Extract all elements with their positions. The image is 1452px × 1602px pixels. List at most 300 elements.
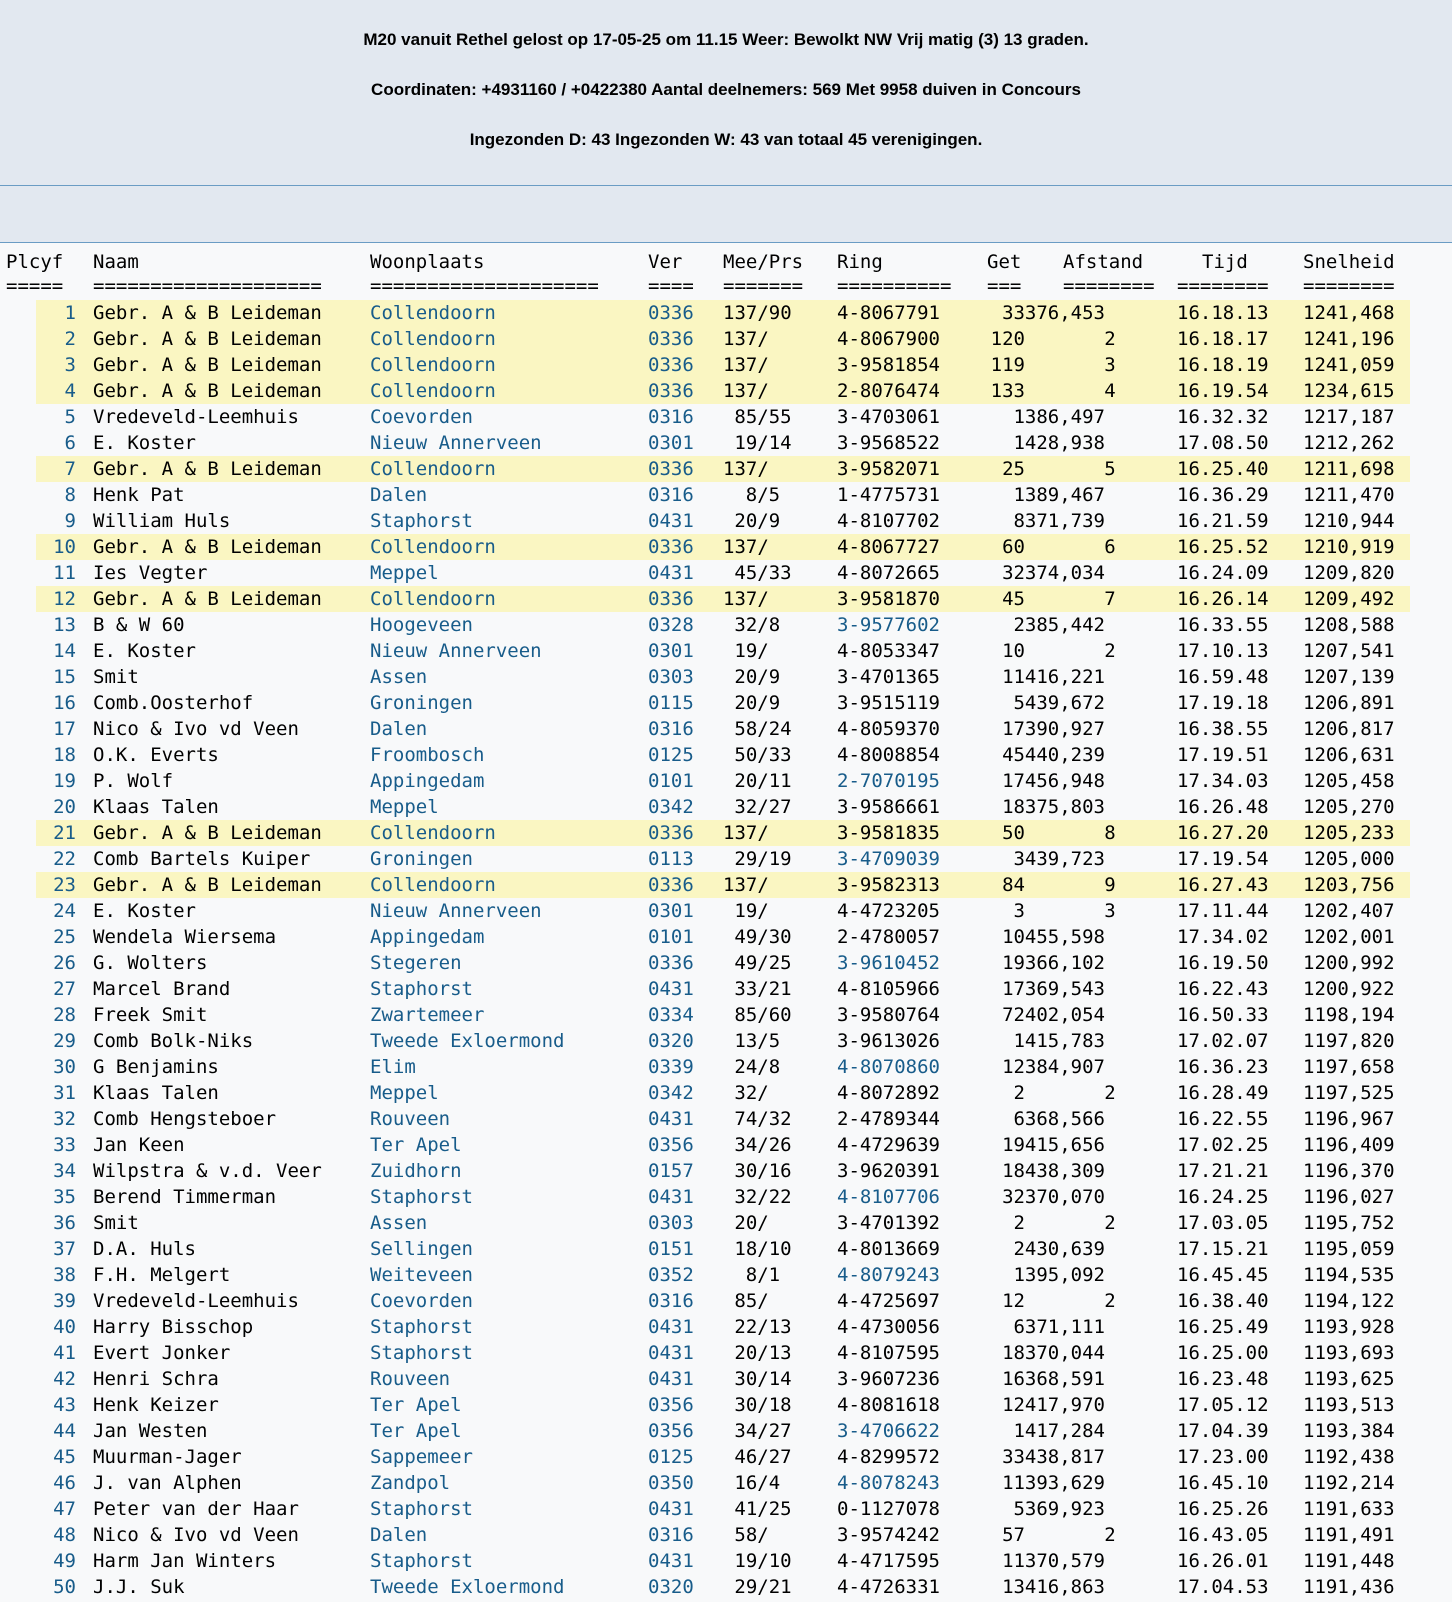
cell-ver[interactable]: 0303 bbox=[648, 1212, 694, 1234]
cell-get: 72 bbox=[1002, 1004, 1025, 1026]
cell-plcyf: 36 bbox=[53, 1212, 76, 1234]
cell-plcyf: 15 bbox=[53, 666, 76, 688]
cell-get: 57 bbox=[1002, 1524, 1025, 1546]
cell-ver[interactable]: 0431 bbox=[648, 1498, 694, 1520]
cell-ver[interactable]: 0431 bbox=[648, 978, 694, 1000]
cell-woonplaats[interactable]: Collendoorn bbox=[370, 874, 496, 896]
cell-mee-prs: 8/5 bbox=[745, 484, 781, 506]
cell-ring: 4-8107702 bbox=[837, 510, 940, 532]
cell-woonplaats[interactable]: Hoogeveen bbox=[370, 614, 473, 636]
cell-get: 17 bbox=[1002, 978, 1025, 1000]
cell-woonplaats[interactable]: Collendoorn bbox=[370, 380, 496, 402]
table-row bbox=[0, 352, 1452, 378]
cell-woonplaats[interactable]: Ter Apel bbox=[370, 1134, 462, 1156]
cell-ver[interactable]: 0336 bbox=[648, 354, 694, 376]
table-row bbox=[0, 612, 1452, 638]
cell-tijd: 17.02.07 bbox=[1177, 1030, 1269, 1052]
cell-afstand: 4 bbox=[1104, 380, 1116, 402]
cell-naam: Comb Bartels Kuiper bbox=[93, 848, 311, 870]
cell-woonplaats[interactable]: Elim bbox=[370, 1056, 416, 1078]
cell-ring[interactable]: 3-4709039 bbox=[837, 848, 940, 870]
cell-ver[interactable]: 0320 bbox=[648, 1576, 694, 1598]
cell-snelheid: 1211,470 bbox=[1303, 484, 1395, 506]
cell-plcyf: 21 bbox=[53, 822, 76, 844]
cell-plcyf: 49 bbox=[53, 1550, 76, 1572]
cell-ring: 4-8072665 bbox=[837, 562, 940, 584]
cell-plcyf: 5 bbox=[64, 406, 76, 428]
cell-snelheid: 1205,458 bbox=[1303, 770, 1395, 792]
cell-ver[interactable]: 0328 bbox=[648, 614, 694, 636]
cell-ver[interactable]: 0356 bbox=[648, 1420, 694, 1442]
cell-ver[interactable]: 0336 bbox=[648, 536, 694, 558]
cell-afstand: 3 bbox=[1104, 354, 1116, 376]
cell-ver[interactable]: 0336 bbox=[648, 952, 694, 974]
cell-naam: Gebr. A & B Leideman bbox=[93, 328, 322, 350]
cell-mee-prs: 50/33 bbox=[734, 744, 792, 766]
cell-get: 84 bbox=[1002, 874, 1025, 896]
cell-afstand: 3 bbox=[1104, 900, 1116, 922]
cell-snelheid: 1192,438 bbox=[1303, 1446, 1395, 1468]
cell-tijd: 16.45.45 bbox=[1177, 1264, 1269, 1286]
cell-woonplaats[interactable]: Nieuw Annerveen bbox=[370, 640, 542, 662]
cell-ring: 4-8299572 bbox=[837, 1446, 940, 1468]
cell-ring[interactable]: 3-9577602 bbox=[837, 614, 940, 636]
cell-plcyf: 33 bbox=[53, 1134, 76, 1156]
cell-ver[interactable]: 0431 bbox=[648, 1186, 694, 1208]
col-header-naam: Naam bbox=[93, 251, 139, 273]
table-row bbox=[0, 1470, 1452, 1496]
cell-ver[interactable]: 0316 bbox=[648, 1524, 694, 1546]
cell-woonplaats[interactable]: Zwartemeer bbox=[370, 1004, 485, 1026]
cell-ver[interactable]: 0301 bbox=[648, 900, 694, 922]
cell-snelheid: 1241,059 bbox=[1303, 354, 1395, 376]
cell-tijd: 16.38.55 bbox=[1177, 718, 1269, 740]
cell-ring: 4-4725697 bbox=[837, 1290, 940, 1312]
cell-ver[interactable]: 0431 bbox=[648, 562, 694, 584]
cell-woonplaats[interactable]: Dalen bbox=[370, 484, 428, 506]
cell-woonplaats[interactable]: Staphorst bbox=[370, 1186, 473, 1208]
cell-ver[interactable]: 0113 bbox=[648, 848, 694, 870]
cell-woonplaats[interactable]: Sellingen bbox=[370, 1238, 473, 1260]
cell-naam: Gebr. A & B Leideman bbox=[93, 354, 322, 376]
cell-woonplaats[interactable]: Coevorden bbox=[370, 406, 473, 428]
cell-snelheid: 1208,588 bbox=[1303, 614, 1395, 636]
cell-ver[interactable]: 0316 bbox=[648, 1290, 694, 1312]
cell-woonplaats[interactable]: Collendoorn bbox=[370, 302, 496, 324]
cell-woonplaats[interactable]: Staphorst bbox=[370, 1342, 473, 1364]
col-header-get: Get bbox=[987, 251, 1022, 273]
table-row bbox=[0, 690, 1452, 716]
col-header-ring: Ring bbox=[837, 251, 883, 273]
cell-mee-prs: 13/5 bbox=[734, 1030, 781, 1052]
cell-woonplaats[interactable]: Weiteveen bbox=[370, 1264, 473, 1286]
cell-ver[interactable]: 0431 bbox=[648, 1108, 694, 1130]
cell-snelheid: 1196,370 bbox=[1303, 1160, 1395, 1182]
cell-get: 6 bbox=[1013, 1108, 1025, 1130]
cell-ver[interactable]: 0431 bbox=[648, 1368, 694, 1390]
cell-ver[interactable]: 0431 bbox=[648, 1550, 694, 1572]
cell-ver[interactable]: 0356 bbox=[648, 1394, 694, 1416]
underline-woonplaats: ==================== bbox=[370, 275, 599, 297]
cell-woonplaats[interactable]: Sappemeer bbox=[370, 1446, 473, 1468]
cell-snelheid: 1197,658 bbox=[1303, 1056, 1395, 1078]
table-row bbox=[0, 1574, 1452, 1600]
cell-mee-prs: 137/ bbox=[723, 354, 769, 376]
cell-ring: 3-9582313 bbox=[837, 874, 940, 896]
cell-ver[interactable]: 0352 bbox=[648, 1264, 694, 1286]
table-row bbox=[0, 1106, 1452, 1132]
cell-tijd: 16.24.25 bbox=[1177, 1186, 1269, 1208]
cell-get: 2 bbox=[1013, 614, 1025, 636]
underline-ring: ========== bbox=[837, 275, 952, 297]
cell-snelheid: 1193,513 bbox=[1303, 1394, 1395, 1416]
cell-plcyf: 27 bbox=[53, 978, 76, 1000]
cell-ring[interactable]: 4-8107706 bbox=[837, 1186, 940, 1208]
table-row bbox=[0, 1054, 1452, 1080]
cell-naam: Gebr. A & B Leideman bbox=[93, 458, 322, 480]
cell-mee-prs: 19/ bbox=[734, 640, 769, 662]
cell-ver[interactable]: 0356 bbox=[648, 1134, 694, 1156]
cell-ring: 3-9515119 bbox=[837, 692, 940, 714]
table-row bbox=[0, 534, 1452, 560]
cell-woonplaats[interactable]: Tweede Exloermond bbox=[370, 1030, 565, 1052]
cell-mee-prs: 137/ bbox=[723, 536, 769, 558]
cell-ver[interactable]: 0336 bbox=[648, 458, 694, 480]
cell-plcyf: 37 bbox=[53, 1238, 76, 1260]
cell-naam: Smit bbox=[93, 1212, 139, 1234]
underline-plcyf: ===== bbox=[6, 275, 64, 297]
cell-woonplaats[interactable]: Meppel bbox=[370, 796, 439, 818]
cell-snelheid: 1207,541 bbox=[1303, 640, 1395, 662]
cell-naam: Smit bbox=[93, 666, 139, 688]
cell-woonplaats[interactable]: Collendoorn bbox=[370, 588, 496, 610]
cell-get: 45 bbox=[1002, 588, 1025, 610]
cell-naam: Comb Hengsteboer bbox=[93, 1108, 277, 1130]
cell-woonplaats[interactable]: Tweede Exloermond bbox=[370, 1576, 565, 1598]
cell-ring: 4-4717595 bbox=[837, 1550, 940, 1572]
cell-ring: 0-1127078 bbox=[837, 1498, 940, 1520]
cell-naam: Vredeveld-Leemhuis bbox=[93, 406, 299, 428]
cell-woonplaats[interactable]: Staphorst bbox=[370, 978, 473, 1000]
cell-afstand: 374,034 bbox=[1024, 562, 1105, 584]
cell-ver[interactable]: 0125 bbox=[648, 1446, 694, 1468]
cell-mee-prs: 137/ bbox=[723, 874, 769, 896]
cell-ver[interactable]: 0336 bbox=[648, 588, 694, 610]
cell-woonplaats[interactable]: Staphorst bbox=[370, 510, 473, 532]
cell-plcyf: 14 bbox=[53, 640, 76, 662]
table-row bbox=[0, 768, 1452, 794]
table-row bbox=[0, 326, 1452, 352]
cell-ver[interactable]: 0336 bbox=[648, 822, 694, 844]
cell-afstand: 439,672 bbox=[1024, 692, 1105, 714]
cell-naam: Klaas Talen bbox=[93, 1082, 219, 1104]
col-header-woonplaats: Woonplaats bbox=[370, 251, 485, 273]
cell-woonplaats[interactable]: Appingedam bbox=[370, 770, 485, 792]
cell-woonplaats[interactable]: Nieuw Annerveen bbox=[370, 432, 542, 454]
cell-mee-prs: 32/ bbox=[734, 1082, 769, 1104]
cell-naam: Jan Keen bbox=[93, 1134, 185, 1156]
cell-ring: 3-9581835 bbox=[837, 822, 940, 844]
cell-plcyf: 43 bbox=[53, 1394, 76, 1416]
cell-get: 5 bbox=[1013, 1498, 1025, 1520]
cell-snelheid: 1200,922 bbox=[1303, 978, 1395, 1000]
cell-ver[interactable]: 0157 bbox=[648, 1160, 694, 1182]
cell-snelheid: 1196,027 bbox=[1303, 1186, 1395, 1208]
cell-afstand: 438,817 bbox=[1024, 1446, 1105, 1468]
cell-ver[interactable]: 0336 bbox=[648, 380, 694, 402]
cell-woonplaats[interactable]: Nieuw Annerveen bbox=[370, 900, 542, 922]
cell-ring[interactable]: 4-8079243 bbox=[837, 1264, 940, 1286]
cell-ver[interactable]: 0101 bbox=[648, 770, 694, 792]
cell-ver[interactable]: 0342 bbox=[648, 796, 694, 818]
cell-woonplaats[interactable]: Collendoorn bbox=[370, 822, 496, 844]
cell-ver[interactable]: 0336 bbox=[648, 874, 694, 896]
cell-afstand: 368,566 bbox=[1024, 1108, 1105, 1130]
table-row bbox=[0, 482, 1452, 508]
cell-naam: Gebr. A & B Leideman bbox=[93, 536, 322, 558]
cell-woonplaats[interactable]: Groningen bbox=[370, 848, 473, 870]
table-row bbox=[0, 1392, 1452, 1418]
cell-mee-prs: 22/13 bbox=[734, 1316, 792, 1338]
cell-woonplaats[interactable]: Zandpol bbox=[370, 1472, 451, 1494]
cell-afstand: 438,309 bbox=[1024, 1160, 1105, 1182]
cell-woonplaats[interactable]: Assen bbox=[370, 666, 428, 688]
cell-get: 133 bbox=[990, 380, 1025, 402]
cell-ring[interactable]: 4-8070860 bbox=[837, 1056, 940, 1078]
cell-mee-prs: 49/30 bbox=[734, 926, 792, 948]
cell-get: 19 bbox=[1002, 952, 1025, 974]
cell-ring: 4-4730056 bbox=[837, 1316, 940, 1338]
table-row bbox=[0, 378, 1452, 404]
cell-mee-prs: 137/ bbox=[723, 328, 769, 350]
cell-ring: 4-8059370 bbox=[837, 718, 940, 740]
cell-ver[interactable]: 0336 bbox=[648, 328, 694, 350]
col-header-mee-prs: Mee/Prs bbox=[723, 251, 804, 273]
cell-ring[interactable]: 4-8078243 bbox=[837, 1472, 940, 1494]
cell-ver[interactable]: 0320 bbox=[648, 1030, 694, 1052]
cell-woonplaats[interactable]: Ter Apel bbox=[370, 1394, 462, 1416]
cell-ver[interactable]: 0431 bbox=[648, 510, 694, 532]
cell-get: 1 bbox=[1013, 406, 1025, 428]
cell-mee-prs: 20/9 bbox=[734, 510, 781, 532]
cell-plcyf: 16 bbox=[53, 692, 76, 714]
cell-tijd: 16.38.40 bbox=[1177, 1290, 1269, 1312]
cell-naam: J.J. Suk bbox=[93, 1576, 185, 1598]
cell-woonplaats[interactable]: Dalen bbox=[370, 1524, 428, 1546]
cell-ver[interactable]: 0151 bbox=[648, 1238, 694, 1260]
cell-naam: Marcel Brand bbox=[93, 978, 231, 1000]
cell-tijd: 17.21.21 bbox=[1177, 1160, 1269, 1182]
cell-ver[interactable]: 0431 bbox=[648, 1316, 694, 1338]
cell-mee-prs: 32/8 bbox=[734, 614, 781, 636]
cell-ver[interactable]: 0316 bbox=[648, 484, 694, 506]
table-row bbox=[0, 1132, 1452, 1158]
cell-mee-prs: 24/8 bbox=[734, 1056, 781, 1078]
cell-woonplaats[interactable]: Meppel bbox=[370, 562, 439, 584]
cell-ring[interactable]: 2-7070195 bbox=[837, 770, 940, 792]
cell-ver[interactable]: 0336 bbox=[648, 302, 694, 324]
cell-get: 18 bbox=[1002, 1342, 1025, 1364]
cell-mee-prs: 49/25 bbox=[734, 952, 792, 974]
cell-afstand: 371,111 bbox=[1024, 1316, 1105, 1338]
cell-woonplaats[interactable]: Staphorst bbox=[370, 1550, 473, 1572]
cell-plcyf: 41 bbox=[53, 1342, 76, 1364]
cell-plcyf: 4 bbox=[64, 380, 76, 402]
cell-ring: 4-8008854 bbox=[837, 744, 940, 766]
cell-woonplaats[interactable]: Rouveen bbox=[370, 1368, 451, 1390]
cell-mee-prs: 19/14 bbox=[734, 432, 792, 454]
cell-ring[interactable]: 3-4706622 bbox=[837, 1420, 940, 1442]
cell-plcyf: 35 bbox=[53, 1186, 76, 1208]
cell-afstand: 384,907 bbox=[1024, 1056, 1105, 1078]
cell-ring: 2-4780057 bbox=[837, 926, 940, 948]
cell-snelheid: 1209,820 bbox=[1303, 562, 1395, 584]
cell-afstand: 6 bbox=[1104, 536, 1116, 558]
cell-woonplaats[interactable]: Rouveen bbox=[370, 1108, 451, 1130]
cell-snelheid: 1206,817 bbox=[1303, 718, 1395, 740]
cell-naam: Henri Schra bbox=[93, 1368, 219, 1390]
cell-woonplaats[interactable]: Collendoorn bbox=[370, 354, 496, 376]
cell-snelheid: 1209,492 bbox=[1303, 588, 1395, 610]
table-row bbox=[0, 1210, 1452, 1236]
cell-plcyf: 50 bbox=[53, 1576, 76, 1598]
underline-tijd: ======== bbox=[1177, 275, 1269, 297]
cell-snelheid: 1203,756 bbox=[1303, 874, 1395, 896]
cell-afstand: 375,803 bbox=[1024, 796, 1105, 818]
cell-mee-prs: 29/21 bbox=[734, 1576, 792, 1598]
cell-woonplaats[interactable]: Froombosch bbox=[370, 744, 485, 766]
cell-plcyf: 45 bbox=[53, 1446, 76, 1468]
cell-get: 119 bbox=[990, 354, 1025, 376]
cell-plcyf: 31 bbox=[53, 1082, 76, 1104]
cell-ring: 3-9620391 bbox=[837, 1160, 940, 1182]
cell-tijd: 16.25.00 bbox=[1177, 1342, 1269, 1364]
cell-ver[interactable]: 0303 bbox=[648, 666, 694, 688]
cell-plcyf: 24 bbox=[53, 900, 76, 922]
cell-plcyf: 13 bbox=[53, 614, 76, 636]
cell-afstand: 417,970 bbox=[1024, 1394, 1105, 1416]
cell-tijd: 16.25.52 bbox=[1177, 536, 1269, 558]
cell-woonplaats[interactable]: Collendoorn bbox=[370, 536, 496, 558]
cell-ring[interactable]: 3-9610452 bbox=[837, 952, 940, 974]
cell-mee-prs: 41/25 bbox=[734, 1498, 792, 1520]
table-row bbox=[0, 794, 1452, 820]
cell-naam: William Huls bbox=[93, 510, 231, 532]
cell-snelheid: 1193,384 bbox=[1303, 1420, 1395, 1442]
cell-ver[interactable]: 0301 bbox=[648, 640, 694, 662]
cell-woonplaats[interactable]: Groningen bbox=[370, 692, 473, 714]
cell-tijd: 16.26.48 bbox=[1177, 796, 1269, 818]
cell-woonplaats[interactable]: Collendoorn bbox=[370, 458, 496, 480]
cell-ver[interactable]: 0431 bbox=[648, 1342, 694, 1364]
cell-get: 33 bbox=[1002, 302, 1025, 324]
cell-plcyf: 44 bbox=[53, 1420, 76, 1442]
cell-woonplaats[interactable]: Staphorst bbox=[370, 1498, 473, 1520]
cell-naam: Gebr. A & B Leideman bbox=[93, 822, 322, 844]
cell-snelheid: 1212,262 bbox=[1303, 432, 1395, 454]
cell-get: 17 bbox=[1002, 718, 1025, 740]
cell-naam: Peter van der Haar bbox=[93, 1498, 299, 1520]
cell-woonplaats[interactable]: Meppel bbox=[370, 1082, 439, 1104]
cell-woonplaats[interactable]: Stegeren bbox=[370, 952, 462, 974]
cell-ver[interactable]: 0316 bbox=[648, 406, 694, 428]
cell-mee-prs: 32/27 bbox=[734, 796, 792, 818]
cell-ver[interactable]: 0125 bbox=[648, 744, 694, 766]
cell-get: 11 bbox=[1002, 1472, 1025, 1494]
cell-woonplaats[interactable]: Ter Apel bbox=[370, 1420, 462, 1442]
cell-snelheid: 1193,928 bbox=[1303, 1316, 1395, 1338]
cell-ver[interactable]: 0316 bbox=[648, 718, 694, 740]
race-release-info: M20 vanuit Rethel gelost op 17-05-25 om 11.15 Weer: Bewolkt NW Vrij matig (3) 13 graden. bbox=[363, 30, 1089, 49]
cell-afstand: 376,453 bbox=[1024, 302, 1105, 324]
cell-plcyf: 39 bbox=[53, 1290, 76, 1312]
cell-plcyf: 47 bbox=[53, 1498, 76, 1520]
cell-snelheid: 1211,698 bbox=[1303, 458, 1395, 480]
cell-get: 25 bbox=[1002, 458, 1025, 480]
cell-ver[interactable]: 0339 bbox=[648, 1056, 694, 1078]
race-entries-info: Ingezonden D: 43 Ingezonden W: 43 van totaal 45 verenigingen. bbox=[469, 130, 983, 149]
cell-mee-prs: 33/21 bbox=[734, 978, 792, 1000]
cell-woonplaats[interactable]: Zuidhorn bbox=[370, 1160, 462, 1182]
cell-ring: 3-9580764 bbox=[837, 1004, 940, 1026]
cell-woonplaats[interactable]: Dalen bbox=[370, 718, 428, 740]
cell-woonplaats[interactable]: Appingedam bbox=[370, 926, 485, 948]
cell-mee-prs: 85/55 bbox=[734, 406, 792, 428]
table-row bbox=[0, 1262, 1452, 1288]
cell-woonplaats[interactable]: Assen bbox=[370, 1212, 428, 1234]
cell-get: 18 bbox=[1002, 796, 1025, 818]
cell-tijd: 17.04.39 bbox=[1177, 1420, 1269, 1442]
cell-ver[interactable]: 0342 bbox=[648, 1082, 694, 1104]
cell-snelheid: 1194,535 bbox=[1303, 1264, 1395, 1286]
cell-naam: Evert Jonker bbox=[93, 1342, 231, 1364]
cell-woonplaats[interactable]: Coevorden bbox=[370, 1290, 473, 1312]
table-header-underline bbox=[0, 273, 1452, 299]
cell-afstand: 416,863 bbox=[1024, 1576, 1105, 1598]
cell-afstand: 440,239 bbox=[1024, 744, 1105, 766]
table-row bbox=[0, 560, 1452, 586]
cell-woonplaats[interactable]: Staphorst bbox=[370, 1316, 473, 1338]
cell-ver[interactable]: 0101 bbox=[648, 926, 694, 948]
cell-snelheid: 1241,468 bbox=[1303, 302, 1395, 324]
cell-afstand: 439,723 bbox=[1024, 848, 1105, 870]
table-row bbox=[0, 1314, 1452, 1340]
cell-snelheid: 1194,122 bbox=[1303, 1290, 1395, 1312]
cell-snelheid: 1196,967 bbox=[1303, 1108, 1395, 1130]
cell-tijd: 16.28.49 bbox=[1177, 1082, 1269, 1104]
cell-ring: 2-4789344 bbox=[837, 1108, 940, 1130]
cell-afstand: 7 bbox=[1104, 588, 1116, 610]
cell-tijd: 17.19.18 bbox=[1177, 692, 1269, 714]
cell-ring: 4-4729639 bbox=[837, 1134, 940, 1156]
cell-naam: Comb.Oosterhof bbox=[93, 692, 254, 714]
cell-woonplaats[interactable]: Collendoorn bbox=[370, 328, 496, 350]
cell-ver[interactable]: 0350 bbox=[648, 1472, 694, 1494]
cell-ver[interactable]: 0334 bbox=[648, 1004, 694, 1026]
cell-ver[interactable]: 0115 bbox=[648, 692, 694, 714]
cell-afstand: 369,543 bbox=[1024, 978, 1105, 1000]
cell-ver[interactable]: 0301 bbox=[648, 432, 694, 454]
cell-tijd: 16.18.19 bbox=[1177, 354, 1269, 376]
cell-mee-prs: 137/ bbox=[723, 380, 769, 402]
cell-naam: Harry Bisschop bbox=[93, 1316, 254, 1338]
cell-get: 8 bbox=[1013, 510, 1025, 532]
cell-get: 13 bbox=[1002, 1576, 1025, 1598]
table-row bbox=[0, 846, 1452, 872]
cell-plcyf: 22 bbox=[53, 848, 76, 870]
cell-naam: Harm Jan Winters bbox=[93, 1550, 277, 1572]
cell-get: 32 bbox=[1002, 562, 1025, 584]
